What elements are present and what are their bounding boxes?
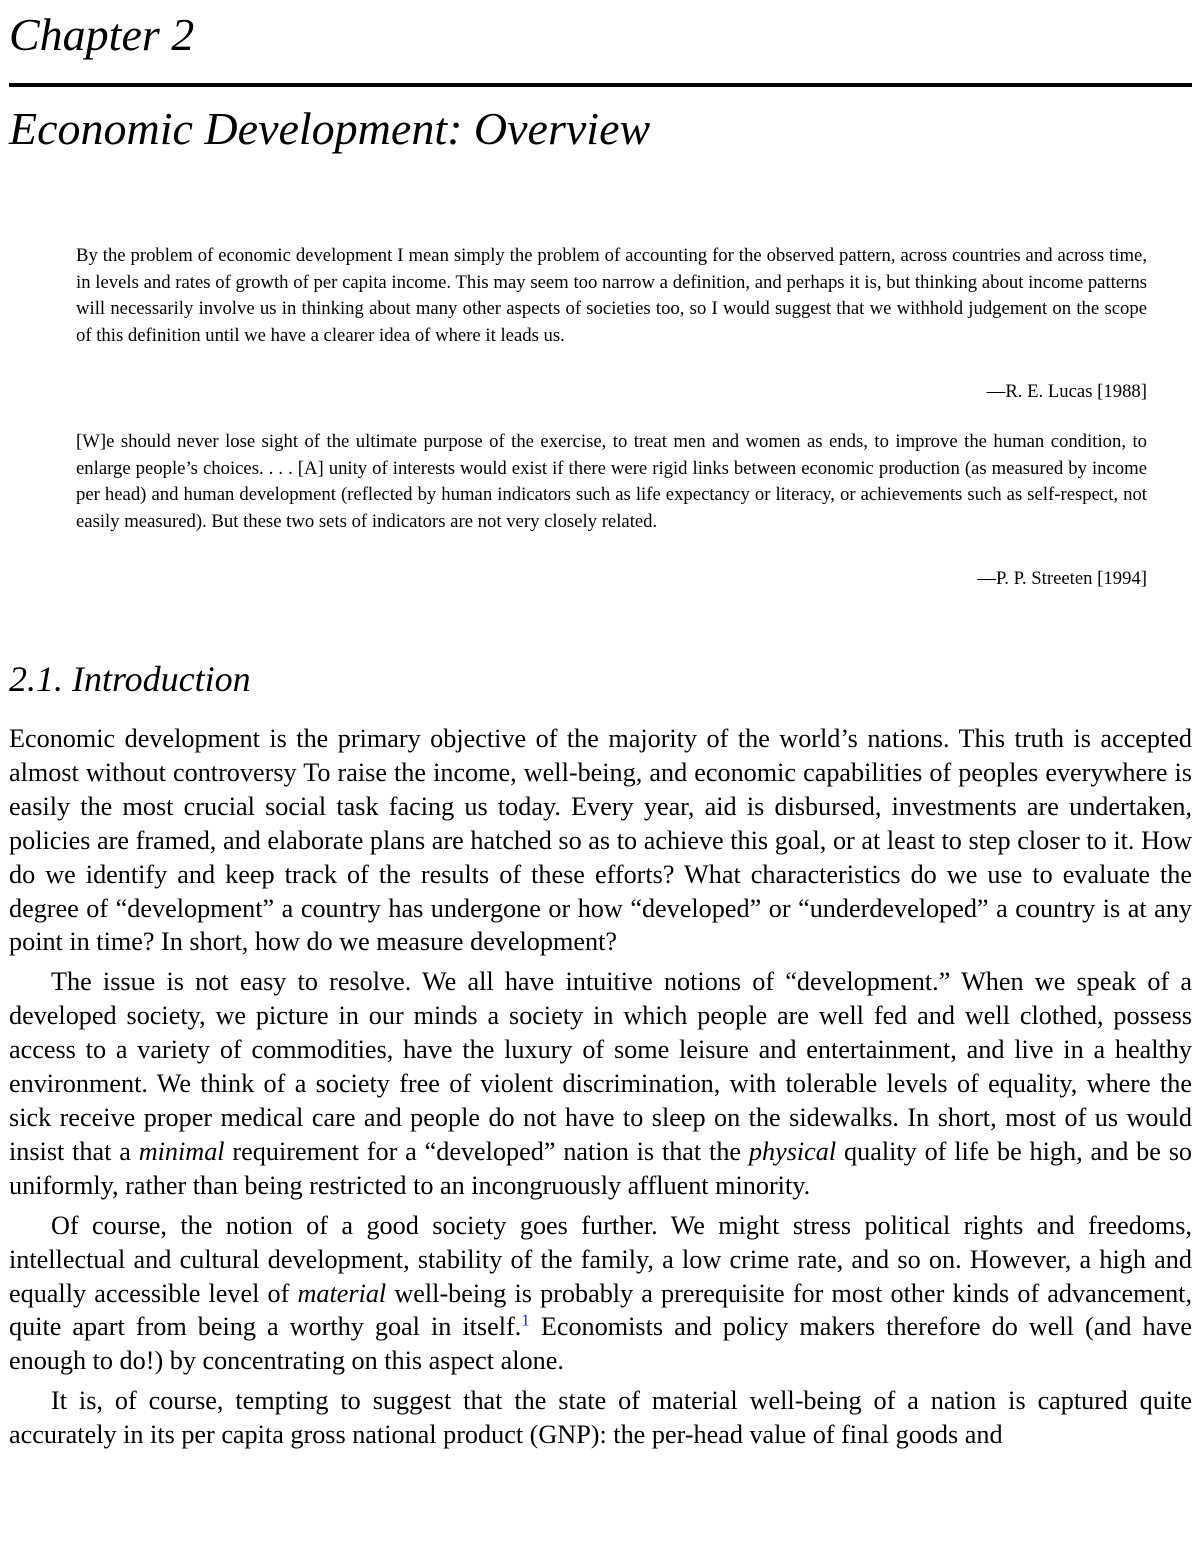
epigraph-attribution-lucas: —R. E. Lucas [1988] — [986, 381, 1147, 402]
paragraph-3-text-c: Economists and policy makers therefore do well (and have enough to do!) by concentrating on this aspect alone. — [9, 1312, 1192, 1376]
paragraph-3 — [9, 1209, 1192, 1379]
chapter-title: Economic Development: Overview — [9, 103, 651, 154]
epigraph-quote-streeten: [W]e should never lose sight of the ultimate purpose of the exercise, to treat men and women as ends, to improve the human condition, to enlarge people’s choices. . . . [A] unity of interests would exist if there were rigid links between economic production (as measured by income per head) and human development (reflected by human indicators such as life expectancy or literacy, or achievements such as self-respect, not easily measured). But these two sets of indicators are not very closely related. — [76, 431, 1147, 532]
epigraph-quote-lucas: By the problem of economic development I mean simply the problem of accounting for the observed pattern, across countries and across time, in levels and rates of growth of per capita income. This may seem too narrow a definition, and perhaps it is, but thinking about income patterns will necessarily involve us in thinking about many other aspects of societies too, so I would suggest that we withhold judgement on the scope of this definition until we have a clearer idea of where it leads us. — [76, 245, 1147, 346]
paragraph-3-text-a: Of course, the notion of a good society goes further. We might stress political rights and freedoms, intellectual and cultural development, stability of the family, a low crime rate, and so on. However, a high and equally accessible level of — [9, 1210, 1192, 1308]
chapter-divider — [9, 83, 1192, 87]
epigraph-attribution-streeten: —P. P. Streeten [1994] — [977, 568, 1147, 589]
paragraph-2-text-b: requirement for a “developed” nation is that the — [224, 1136, 749, 1166]
emphasis-physical: physical — [748, 1136, 837, 1166]
paragraph-3-text-b: well-being is probably a prerequisite for most other kinds of advancement, quite apart from being a worthy goal in itself. — [9, 1278, 1192, 1342]
paragraph-2-text-c: quality of life be high, and be so uniformly, rather than being restricted to an incongruously affluent minority. — [9, 1136, 1192, 1200]
footnote-ref-1[interactable]: 1 — [521, 1310, 530, 1330]
paragraph-2-text-a: The issue is not easy to resolve. We all have intuitive notions of “development.” When we speak of a developed society, we picture in our minds a society in which people are well fed and well clothed, possess access to a variety of commodities, have the luxury of some leisure and entertainment, and live in a healthy environment. We think of a society free of violent discrimination, with tolerable levels of equality, where the sick receive proper medical care and people do not have to sleep on the sidewalks. In short, most of us would insist that a — [9, 967, 1192, 1166]
emphasis-material: material — [297, 1278, 387, 1308]
section-title: 2.1. Introduction — [9, 659, 251, 699]
chapter-label: Chapter 2 — [9, 9, 195, 60]
body-text — [9, 722, 1192, 1458]
paragraph-2 — [9, 965, 1192, 1202]
emphasis-minimal: minimal — [138, 1136, 225, 1166]
paragraph-4: It is, of course, tempting to suggest that the state of material well-being of a nation is captured quite accurately in its per capita gross national product (GNP): the per-head value of final goods and — [9, 1386, 1192, 1450]
paragraph-1: Economic development is the primary objective of the majority of the world’s nations. This truth is accepted almost without controversy To raise the income, well-being, and economic capabilities of peoples everywhere is easily the most crucial social task facing us today. Every year, aid is disbursed, investments are undertaken, policies are framed, and elaborate plans are hatched so as to achieve this goal, or at least to step closer to it. How do we identify and keep track of the results of these efforts? What characteristics do we use to evaluate the degree of “development” a country has undergone or how “developed” or “underdeveloped” a country is at any point in time? In short, how do we measure development? — [9, 724, 1192, 957]
